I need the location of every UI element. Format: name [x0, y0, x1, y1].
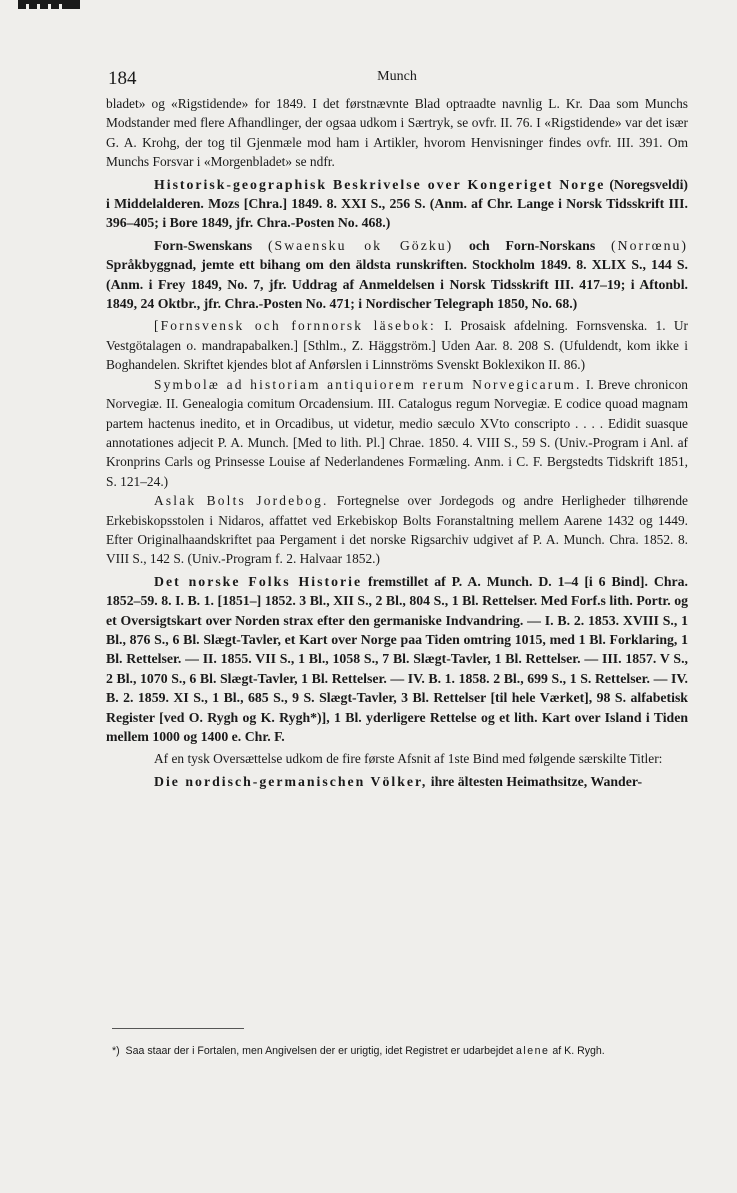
- entry-title-e: (Norrœnu): [611, 237, 689, 253]
- entry-forn-swenskans: [106, 236, 688, 314]
- entry-aslak-bolts: [106, 491, 688, 569]
- entry-details: Fortegnelse over Jordegods og andre Herligheder tilhørende Erkebiskopsstolen i Nidaros, affattet ved Erkebiskop Bolts Foranstaltning mellem Aarene 1432 og 1449. Efter Originalhaandskriftet paa Pergament i det norske Rigsarchiv udgivet af P. A. Munch. Chra. 1852. 8. VIII S., 142 S. (Univ.-Program f. 2. Halvaar 1852.): [106, 493, 688, 567]
- entry-title-b: (Swaensku ok Gözku): [267, 237, 454, 253]
- entry-title: Det norske Folks Historie: [154, 573, 363, 589]
- entry-title: Die nordisch-germanischen Völker,: [154, 773, 428, 789]
- entry-nordisch-germanischen: [106, 772, 688, 791]
- entry-details: I. Breve chronicon Norvegiæ. II. Genealogia comitum Orcadensium. III. Catalogus regum Norvegiæ. E codice quoad magnam partem hactenus inedito, et in Orcadibus, ut videtur, medio sæculo XVto conscripto . . . . Edidit suasque annotationes adjecit P. A. Munch. [Med to lith. Pl.] Chrae. 1850. 4. VIII S., 59 S. (Univ.-Program i Anl. af Kronprins Carls og Prinsesse Louise af Nederlandenes Formæling. Anm. i C. F. Bergstedts Tidskrift 1851, S. 121–24.): [106, 376, 688, 489]
- footnote-text-b: af K. Rygh.: [552, 1045, 605, 1057]
- entry-title-d: Forn-Norskans: [505, 237, 596, 253]
- entry-title: [Fornsvensk och fornnorsk läsebok:: [154, 318, 436, 334]
- entry-norske-folks-historie: [106, 572, 688, 747]
- entry-title: Symbolæ ad historiam antiquiorem rerum Norvegicarum.: [154, 376, 582, 392]
- entry-details: fremstillet af P. A. Munch. D. 1–4 [i 6 Bind]. Chra. 1852–59. 8. I. B. 1. [1851–] 1852. 3 Bl., XII S., 2 Bl., 804 S., 1 Bl. Rettelser. Med Forf.s lith. Portr. og et Oversigtskart over Norden strax efter den germaniske Indvandring. — I. B. 2. 1853. XVIII S., 1 Bl., 876 S., 6 Bl. Slægt-Tavler, et Kart over Norge paa Tiden omtring 1015, med 1 Bl. Forklaring, 1 Bl. Rettelser. — II. 1855. VII S., 1 Bl., 1058 S., 7 Bl. Slægt-Tavler, 1 Bl. Rettelser. — III. 1857. V S., 2 Bl., 1070 S., 6 Bl. Slægt-Tavler, 1 Bl. Rettelser. — IV. B. 1. 1858. 2 Bl., 699 S., 1 S. Rettelser. — IV. B. 2. 1859. XI S., 1 Bl., 685 S., 9 S. Slægt-Tavler, 3 Bl. Rettelser [til hele Værket], 98 S. alfabetisk Register [ved O. Rygh og K. Rygh*)], 1 Bl. yderligere Rettelse og et lith. Kart over Island i Tiden mellem 1000 og 1400 e. Chr. F.: [106, 573, 688, 744]
- entry-title: Aslak Bolts Jordebog.: [154, 493, 329, 509]
- footnote-text-a: Saa staar der i Fortalen, men Angivelsen der er urigtig, idet Registret er udarbejdet: [125, 1045, 514, 1057]
- entry-conj: och: [469, 237, 490, 253]
- entry-title-a: Forn-Swenskans: [154, 237, 253, 253]
- page-header: [106, 64, 688, 94]
- page: [106, 64, 688, 791]
- scan-edge-mark: [18, 0, 80, 9]
- entry-title: Historisk-geographisk Beskrivelse over Kongeriget Norge: [154, 176, 606, 192]
- entry-symbolae: [106, 375, 688, 491]
- entry-details: ihre ältesten Heimathsitze, Wander-: [430, 773, 643, 789]
- entry-details: I. Prosaisk afdelning. Fornsvenska. 1. Ur Vestgötalagen o. mandrapabalken.] [Sthlm., Z. Häggström.] Uden Aar. 8. 208 S. (Ufuldendt, kom ikke i Boghandelen. Skriftet kjendes blot af Anførslen i Linnströms Svenskt Boklexikon II. 86.): [106, 318, 688, 373]
- entry-details: (Noregsveldi) i Middelalderen. Mozs [Chra.] 1849. 8. XXI S., 256 S. (Anm. af Chr. Lange i Norsk Tidsskrift III. 396–405; i Bore 1849, jfr. Chra.-Posten No. 468.): [106, 176, 688, 231]
- entry-fornsvensk-lasebok: [106, 316, 688, 374]
- entry-historisk-geographisk: [106, 175, 688, 233]
- footnote-marker: *): [112, 1045, 120, 1057]
- footnote-rule: [112, 1028, 244, 1029]
- paragraph-german-translation: Af en tysk Oversættelse udkom de fire første Afsnit af 1ste Bind med følgende særskilte Titler:: [154, 751, 663, 767]
- footnote: [112, 1044, 690, 1060]
- running-title: Munch: [377, 69, 417, 84]
- paragraph-continuation: bladet» og «Rigstidende» for 1849. I det førstnævnte Blad optraadte navnlig L. Kr. Daa som Munchs Modstander med flere Afhandlinger, der ogsaa udkom i Særtryk, se ovfr. II. 76. I «Rigstidende» var det især G. A. Krohg, der tog til Gjenmæle mod ham i Artikler, hvorom Henvisninger findes ovfr. III. 391. Om Munchs Forsvar i «Morgenbladet» se ndfr.: [106, 96, 688, 170]
- page-number: 184: [108, 68, 137, 89]
- page-body: [106, 94, 688, 791]
- footnote-emphasis: alene: [515, 1045, 550, 1057]
- entry-details: Språkbyggnad, jemte ett bihang om den äldsta runskriften. Stockholm 1849. 8. XLIX S., 144 S. (Anm. i Frey 1849, No. 7, jfr. Uddrag af Anmeldelsen i Norsk Tidsskrift III. 417–19; i Aftonbl. 1849, 24 Oktbr., jfr. Chra.-Posten No. 471; i Nordischer Telegraph 1850, No. 68.): [106, 257, 688, 312]
